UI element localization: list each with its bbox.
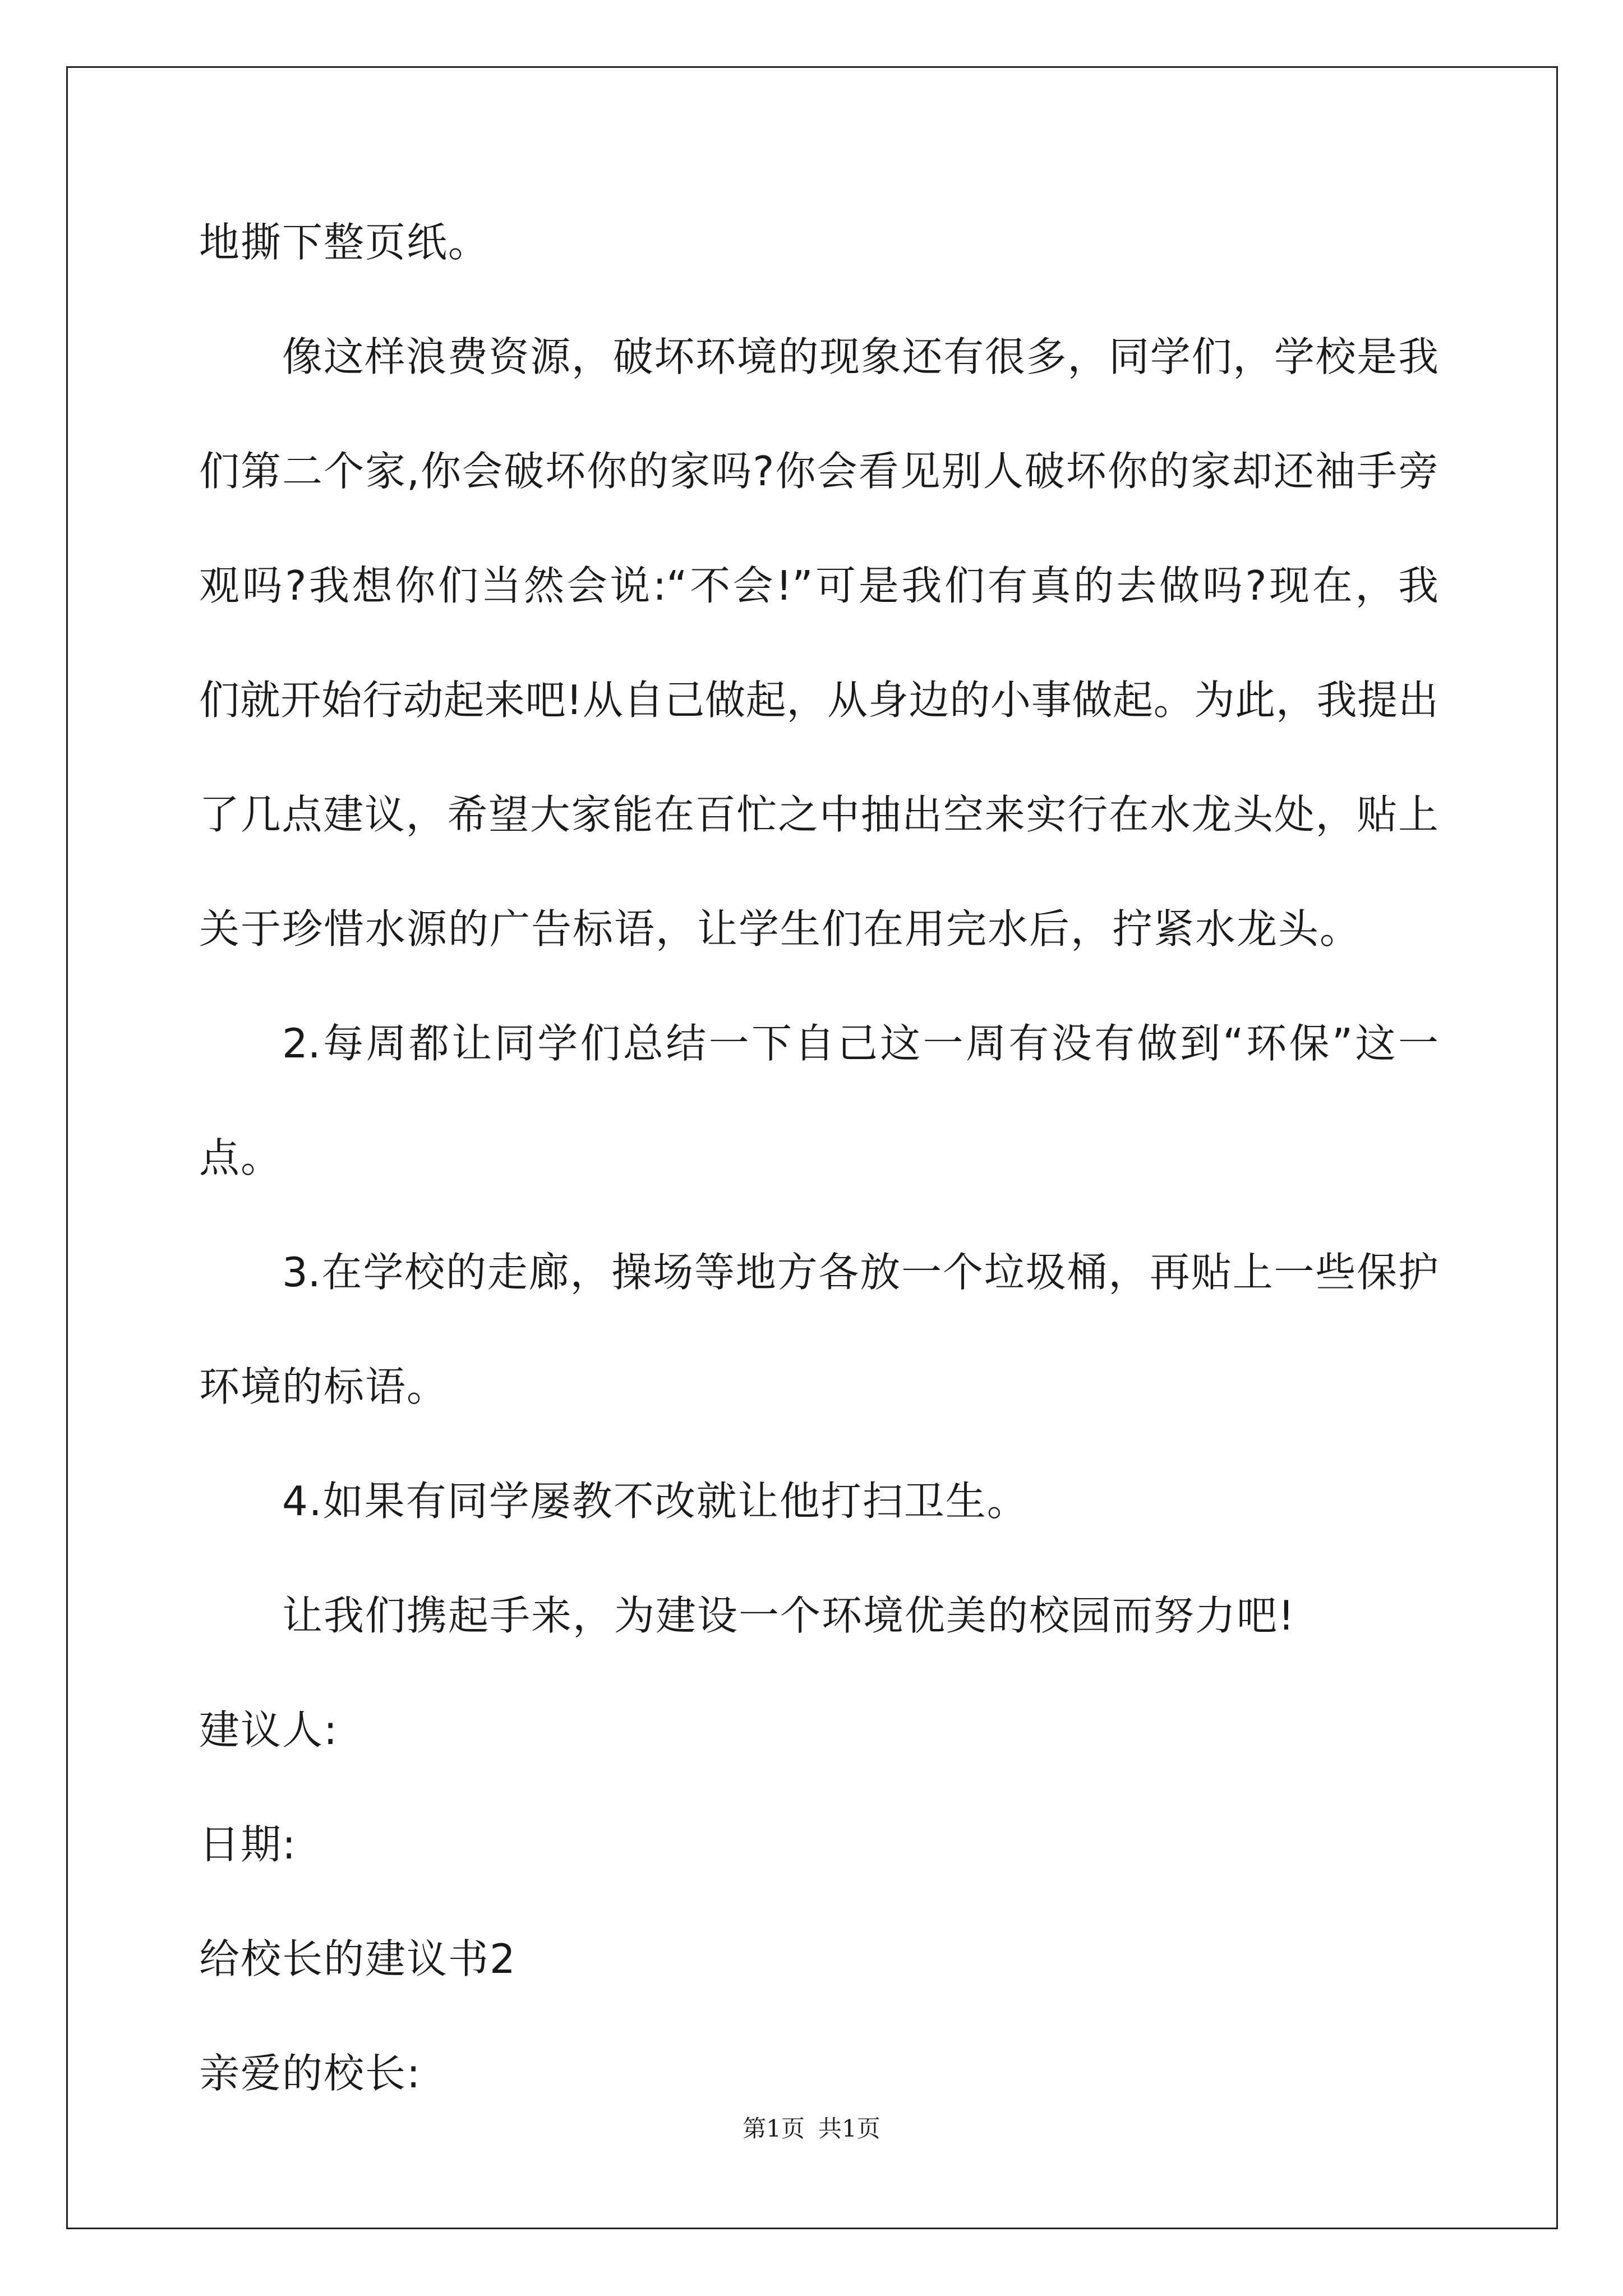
section-title: 给校长的建议书2 (199, 1935, 517, 1982)
paragraph-line: 关于珍惜水源的广告标语，让学生们在用完水后，拧紧水龙头。 (199, 905, 1362, 953)
paragraph-line: 们第二个家,你会破坏你的家吗?你会看见别人破坏你的家却还袖手旁 (199, 448, 1438, 495)
paragraph-line: 们就开始行动起来吧!从自己做起，从身边的小事做起。为此，我提出 (199, 677, 1438, 724)
list-item-line: 4.如果有同学屡教不改就让他打扫卫生。 (282, 1478, 1029, 1525)
date-label: 日期: (199, 1821, 297, 1868)
text-line: 地撕下整页纸。 (199, 219, 490, 266)
paragraph-line: 像这样浪费资源，破坏环境的现象还有很多，同学们，学校是我 (282, 333, 1438, 380)
paragraph-line: 观吗?我想你们当然会说:“不会!”可是我们有真的去做吗?现在，我 (199, 562, 1438, 609)
salutation: 亲爱的校长: (199, 2050, 422, 2097)
list-item-line: 环境的标语。 (199, 1363, 449, 1410)
list-item-line: 2.每周都让同学们总结一下自己这一周有没有做到“环保”这一 (282, 1020, 1438, 1067)
paragraph-line: 了几点建议，希望大家能在百忙之中抽出空来实行在水龙头处，贴上 (199, 791, 1438, 838)
list-item-line: 点。 (199, 1134, 283, 1181)
list-item-line: 3.在学校的走廊，操场等地方各放一个垃圾桶，再贴上一些保护 (282, 1249, 1438, 1296)
closing-line: 让我们携起手来，为建设一个环境优美的校园而努力吧! (282, 1592, 1295, 1639)
page-number: 第1页 (743, 2115, 805, 2142)
page-footer (0, 2115, 1623, 2143)
proposer-label: 建议人: (199, 1706, 339, 1754)
page-total: 共1页 (818, 2115, 880, 2142)
page-border (66, 66, 1558, 2229)
